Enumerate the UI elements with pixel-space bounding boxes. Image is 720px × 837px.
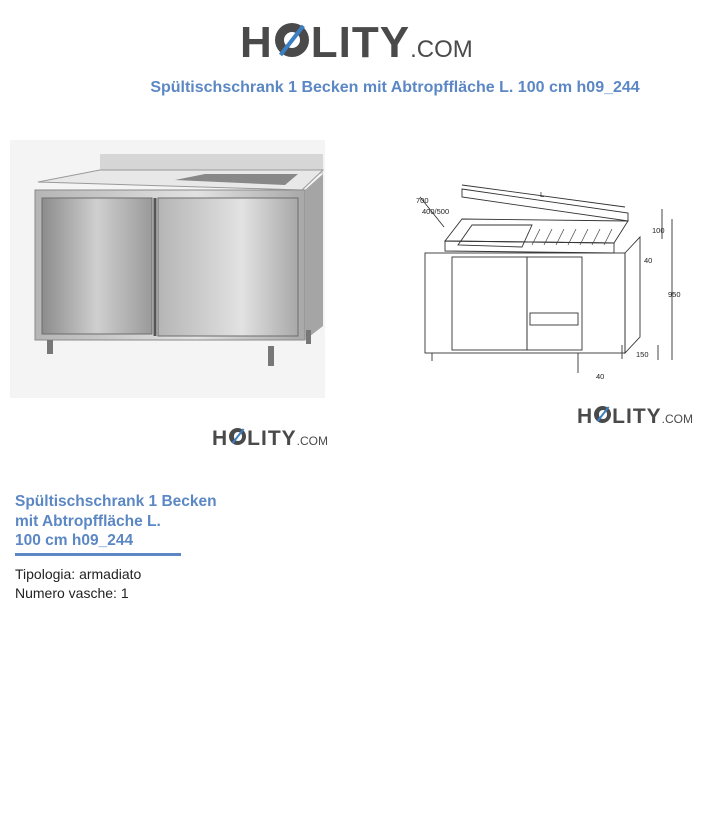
drawing-shelf	[530, 313, 578, 325]
drawing-front-top	[445, 241, 614, 253]
drawing-worktop	[445, 219, 628, 243]
dim-drain-offset-label: 40	[644, 256, 653, 265]
technical-drawing	[400, 175, 700, 395]
page-title: Spültischschrank 1 Becken mit Abtropffläche L. 100 cm h09_244	[150, 79, 640, 96]
product-title-line: Spültischschrank 1 Becken	[15, 493, 217, 510]
photo-foot-2	[268, 346, 274, 366]
dim-plinth-label: 150	[636, 350, 649, 359]
product-title-line: mit Abtropffläche L.	[15, 512, 161, 530]
logo-letter-h: H	[212, 427, 229, 450]
holity-logo-small	[577, 405, 693, 429]
drawing-side	[625, 237, 640, 353]
dim-length-label: L	[540, 190, 545, 199]
logo-letter-h: H	[577, 405, 594, 428]
product-title	[15, 492, 255, 551]
drain-groove	[532, 229, 540, 245]
spec-tipologia: Tipologia: armadiato	[15, 566, 142, 582]
logo-domain: .COM	[661, 412, 694, 426]
logo-domain: .COM	[410, 36, 473, 63]
logo-domain: .COM	[296, 434, 329, 448]
product-title-line: 100 cm h09_244	[15, 532, 134, 549]
holity-logo-small	[212, 427, 328, 451]
dim-depth-label: 700	[416, 196, 429, 205]
drawing-body	[425, 253, 625, 353]
drawing-upstand	[462, 189, 628, 221]
logo-o-icon	[275, 23, 309, 57]
drawing-door-right	[527, 257, 582, 350]
photo-side-panel	[305, 174, 323, 340]
title-underline	[15, 553, 181, 556]
product-photo	[10, 140, 325, 398]
drawing-door-left	[452, 257, 527, 350]
dim-upstand-label: 100	[652, 226, 665, 235]
logo-o-icon	[229, 428, 246, 445]
photo-door-right	[158, 198, 298, 336]
logo-o-icon	[594, 406, 611, 423]
photo-foot-1	[47, 340, 53, 354]
holity-logo[interactable]	[240, 18, 473, 68]
dim-height-label: 950	[668, 290, 681, 299]
dim-basin-label: 400/500	[422, 207, 450, 216]
spec-numero-vasche: Numero vasche: 1	[15, 585, 129, 601]
dim-foot-offset-label: 40	[596, 372, 605, 381]
drawing-basin	[458, 225, 532, 247]
logo-wordmark: LITY	[310, 18, 411, 67]
logo-wordmark: LITY	[612, 405, 662, 428]
photo-foot-3	[306, 330, 311, 344]
photo-door-left	[42, 198, 152, 334]
logo-wordmark: LITY	[247, 427, 297, 450]
logo-letter-h: H	[240, 18, 273, 67]
